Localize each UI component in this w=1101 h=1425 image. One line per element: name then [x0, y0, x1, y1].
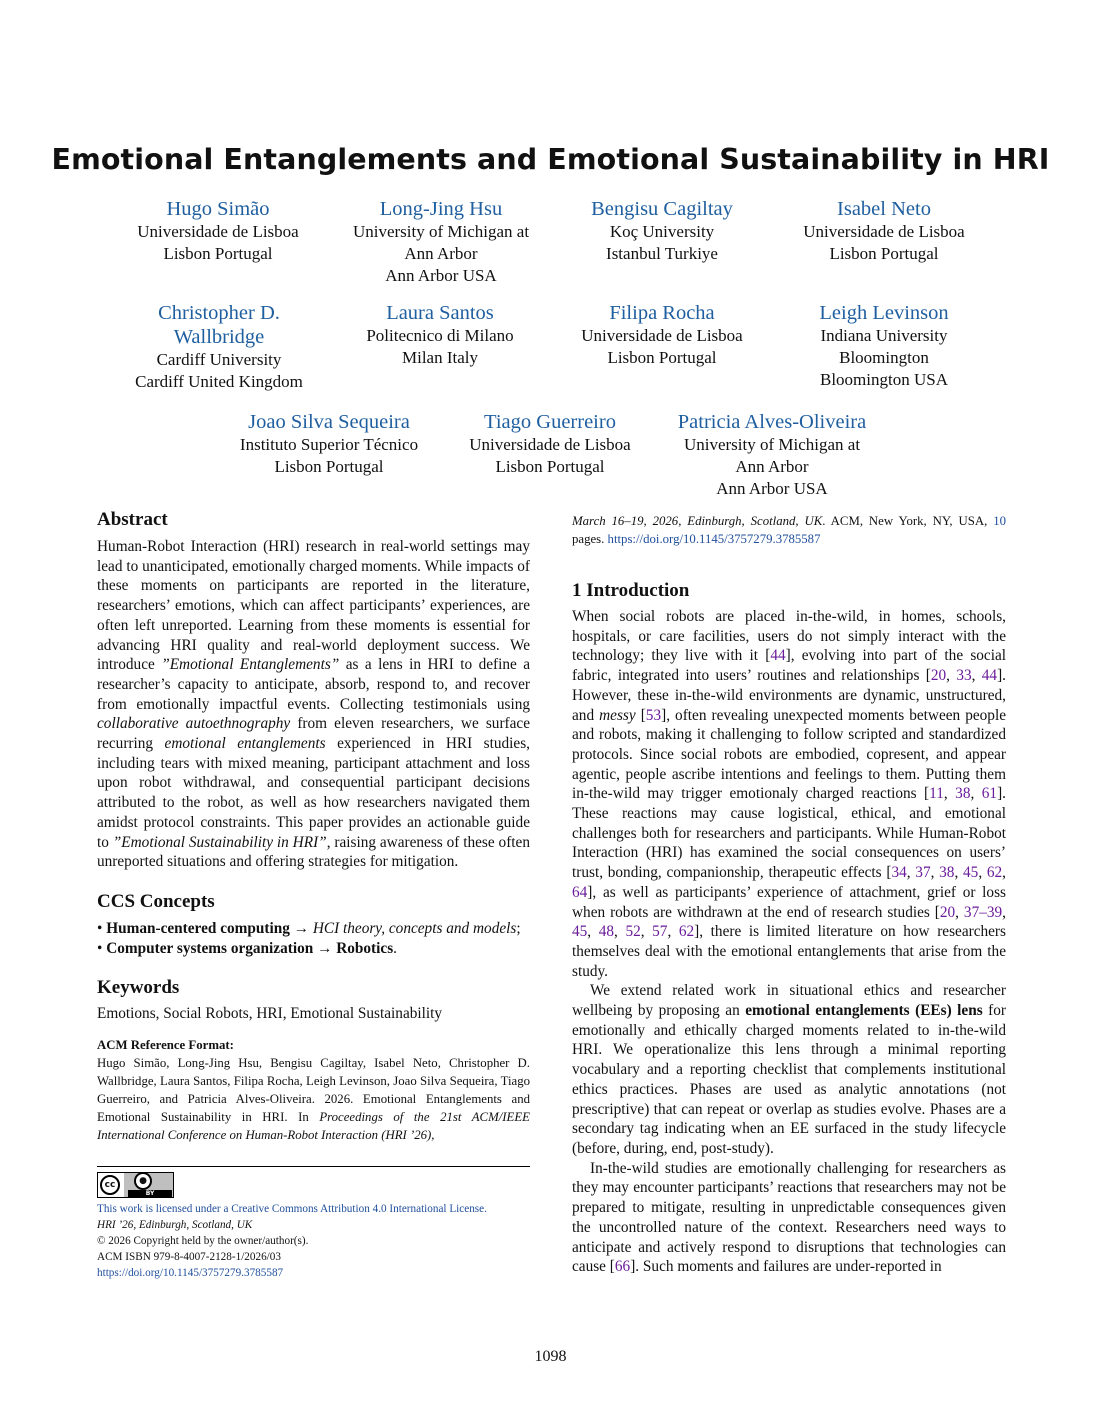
license-block — [97, 1201, 537, 1281]
citation-link[interactable]: 38 — [939, 864, 955, 882]
cc-by-license-icon — [97, 1172, 174, 1198]
introduction-heading: 1 Introduction — [572, 580, 690, 601]
author-location: Cardiff United Kingdom — [135, 372, 303, 391]
author-name[interactable]: Wallbridge — [173, 326, 265, 348]
by-label: BY — [128, 1190, 172, 1197]
citation-link[interactable]: 38 — [955, 785, 971, 803]
abstract-text: Human-Robot Interaction (HRI) research in real-world settings may lead to unanticipated, emotionally charged moments. While impacts of these moments on participants are reported in the literature, researchers’ emotions, which can affect participants’ experiences, are often left unreported. Learning from these moments is essential for advancing HRI quality and real-world deployment success. We introduce ”Emotional Entanglements” as a lens in HRI to define a researcher’s capacity to anticipate, absorb, respond to, and recover from emotionally impactful events. Collecting testimonials using collaborative autoethnography from eleven researchers, we surface recurring emotional entanglements experienced in HRI studies, including tears with mixed meaning, participant attachment and loss upon robot withdrawal, and consequential participant decisions attributed to the robot, as well as how researchers navigated them amidst protocol constraints. This paper provides an actionable guide to ”Emotional Sustainability in HRI”, raising awareness of these often unreported situations and offering strategies for mitigation. — [97, 538, 531, 871]
author-block — [450, 410, 650, 478]
author-name[interactable]: Leigh Levinson — [819, 302, 949, 324]
citation-link[interactable]: 62 — [678, 923, 695, 941]
page-number: 1098 — [534, 1348, 567, 1365]
author-block — [660, 410, 884, 500]
citation-link[interactable]: 20 — [930, 667, 947, 685]
cc-icon: cc — [100, 1175, 120, 1195]
citation-link[interactable]: 34 — [891, 864, 907, 882]
doi-link[interactable]: https://doi.org/10.1145/3757279.3785587 — [607, 532, 821, 546]
footnote-divider — [97, 1166, 530, 1167]
author-location: Bloomington USA — [820, 370, 948, 389]
author-name[interactable]: Bengisu Cagiltay — [591, 198, 733, 220]
author-affiliation: University of Michigan at — [683, 435, 861, 454]
ccs-heading: CCS Concepts — [97, 891, 215, 912]
author-name[interactable]: Hugo Simão — [166, 198, 270, 220]
author-block — [118, 197, 318, 265]
acm-ref-continued: March 16–19, 2026, Edinburgh, Scotland, UK. ACM, New York, NY, USA, 10 pages. https://doi.org/10.1145/3757279.3785587 — [572, 514, 1006, 546]
paragraph: When social robots are placed in-the-wild, in homes, schools, hospitals, or care facilities, users do not simply interact with the technology; they live with it [44], evolving into part of the social fabric, integrated into users’ routines and relationships [20, 33, 44]. However, these in-the-wild environments are dynamic, unstructured, and messy [53], often revealing unexpected moments between people and robots, making it challenging to follow scripted and standardized protocols. Since social robots are embodied, copresent, and appear agentic, people ascribe intentions and feelings to them. Putting them in-the-wild may trigger emotionaly charged reactions [11, 38, 61]. These reactions may cause logistical, ethical, and emotional challenges both for researchers and participants. While Human-Robot Interaction (HRI) has examined the social consequences on users’ trust, bonding, companionship, therapeutic effects [34, 37, 38, 45, 62, 64], as well as participants’ experience of attachment, grief or loss when robots are withdrawn at the end of research studies [20, 37–39, 45, 48, 52, 57, 62], there is limited literature on how researchers themselves deal with the emotional entanglements that arise from the study. — [572, 608, 1007, 980]
author-name[interactable]: Laura Santos — [386, 302, 494, 324]
author-block — [110, 301, 328, 393]
citation-link[interactable]: 11 — [929, 785, 944, 803]
author-location: Lisbon Portugal — [607, 348, 717, 367]
author-affiliation: Cardiff University — [156, 350, 282, 369]
copyright-text: © 2026 Copyright held by the owner/author(s). — [97, 1235, 309, 1247]
author-block — [562, 197, 762, 265]
author-affiliation: Instituto Superior Técnico — [239, 435, 419, 454]
author-block — [784, 197, 984, 265]
citation-link[interactable]: 52 — [625, 923, 641, 941]
citation-link[interactable]: 48 — [598, 923, 615, 941]
author-location: Istanbul Turkiye — [606, 244, 718, 263]
author-name[interactable]: Joao Silva Sequeira — [248, 411, 410, 433]
ccs-item: • Human-centered computing → HCI theory, concepts and models; — [97, 920, 521, 937]
author-location: Ann Arbor USA — [385, 266, 497, 285]
author-affiliation: Koç University — [609, 222, 715, 241]
author-affiliation: Politecnico di Milano — [366, 326, 514, 345]
citation-link[interactable]: 33 — [956, 667, 972, 685]
citation-link[interactable]: 57 — [652, 923, 668, 941]
citation-link[interactable]: 66 — [614, 1258, 631, 1276]
license-link[interactable]: This work is licensed under a Creative Commons Attribution 4.0 International License. — [97, 1203, 487, 1215]
author-name[interactable]: Filipa Rocha — [609, 302, 715, 324]
author-affiliation: Universidade de Lisboa — [581, 326, 743, 345]
abstract-heading: Abstract — [97, 509, 168, 530]
citation-link[interactable]: 44 — [770, 647, 786, 665]
author-name[interactable]: Patricia Alves-Oliveira — [677, 411, 867, 433]
author-location: Lisbon Portugal — [829, 244, 939, 263]
author-affiliation: Universidade de Lisboa — [803, 222, 965, 241]
keywords-heading: Keywords — [97, 977, 180, 998]
citation-link[interactable]: 44 — [981, 667, 998, 685]
acm-ref-heading: ACM Reference Format: — [97, 1038, 234, 1052]
introduction-text — [572, 607, 1006, 1277]
author-location: Lisbon Portugal — [495, 457, 605, 476]
author-affiliation: Bloomington — [839, 348, 929, 367]
citation-link[interactable]: 64 — [572, 883, 588, 901]
author-name[interactable]: Isabel Neto — [837, 198, 931, 220]
author-affiliation: Ann Arbor — [735, 457, 809, 476]
citation-link[interactable]: 37 — [915, 864, 931, 882]
ccs-concepts — [97, 919, 537, 958]
citation-link[interactable]: 37–39 — [963, 903, 1003, 921]
author-location: Ann Arbor USA — [716, 479, 828, 498]
acm-ref-text: Hugo Simão, Long-Jing Hsu, Bengisu Cagiltay, Isabel Neto, Christopher D. Wallbridge, Laura Santos, Filipa Rocha, Leigh Levinson, Joao Silva Sequeira, Tiago Guerreiro, and Patricia Alves-Oliveira. 2026. Emotional Entanglements and Emotional Sustainability in HRI. In Proceedings of the 21st ACM/IEEE International Conference on Human-Robot Interaction (HRI ’26), — [97, 1056, 531, 1142]
author-affiliation: Universidade de Lisboa — [137, 222, 299, 241]
citation-link[interactable]: 61 — [981, 785, 998, 803]
person-icon: ● — [134, 1172, 152, 1190]
citation-link[interactable]: 62 — [986, 864, 1003, 882]
author-affiliation: Indiana University — [820, 326, 948, 345]
author-location: Milan Italy — [401, 348, 478, 367]
author-block — [562, 301, 762, 369]
author-location: Lisbon Portugal — [274, 457, 384, 476]
paper-title: Emotional Entanglements and Emotional Sustainability in HRI — [51, 143, 1050, 176]
author-name[interactable]: Christopher D. — [158, 302, 280, 324]
author-affiliation: University of Michigan at — [352, 222, 530, 241]
keywords-text: Emotions, Social Robots, HRI, Emotional Sustainability — [97, 1005, 443, 1022]
doi-link[interactable]: https://doi.org/10.1145/3757279.3785587 — [97, 1267, 284, 1279]
author-name[interactable]: Long-Jing Hsu — [379, 198, 503, 220]
author-name[interactable]: Tiago Guerreiro — [484, 411, 616, 433]
isbn-text: ACM ISBN 979-8-4007-2128-1/2026/03 — [97, 1251, 281, 1263]
author-affiliation: Ann Arbor — [404, 244, 478, 263]
author-block — [220, 410, 438, 478]
paragraph: We extend related work in situational ethics and researcher wellbeing by proposing an emotional entanglements (EEs) lens for emotionally and ethically charged moments related to in-the-wild HRI. We operationalize this lens through a minimal reporting vocabulary and a reporting checklist that complements institutional ethics practices. Phases are used as analytic annotations (not prescriptive) that can repeat or overlap as studies evolve. Phases are a secondary tag indicating when an EE surfaced in the study lifecycle (before, during, end, post-study). — [572, 982, 1007, 1157]
pages-link[interactable]: 10 — [993, 514, 1006, 528]
author-block — [340, 301, 540, 369]
author-location: Lisbon Portugal — [163, 244, 273, 263]
ccs-item: • Computer systems organization → Robotics. — [97, 939, 397, 957]
author-block — [784, 301, 984, 391]
citation-link[interactable]: 45 — [963, 864, 979, 882]
paragraph: In-the-wild studies are emotionally challenging for researchers as they may encounter participants’ reactions that researchers may not be prepared to mitigate, resulting in unpredictable consequences given the uncontrolled nature of the context. Researchers need ways to anticipate and actively respond to disruptions that technologies can cause [66]. Such moments and failures are under-reported in — [572, 1159, 1006, 1276]
citation-link[interactable]: 20 — [939, 903, 956, 921]
venue-text: HRI ’26, Edinburgh, Scotland, UK — [97, 1219, 253, 1231]
author-affiliation: Universidade de Lisboa — [469, 435, 631, 454]
citation-link[interactable]: 45 — [572, 923, 588, 941]
author-block — [330, 197, 552, 287]
citation-link[interactable]: 53 — [645, 706, 662, 724]
